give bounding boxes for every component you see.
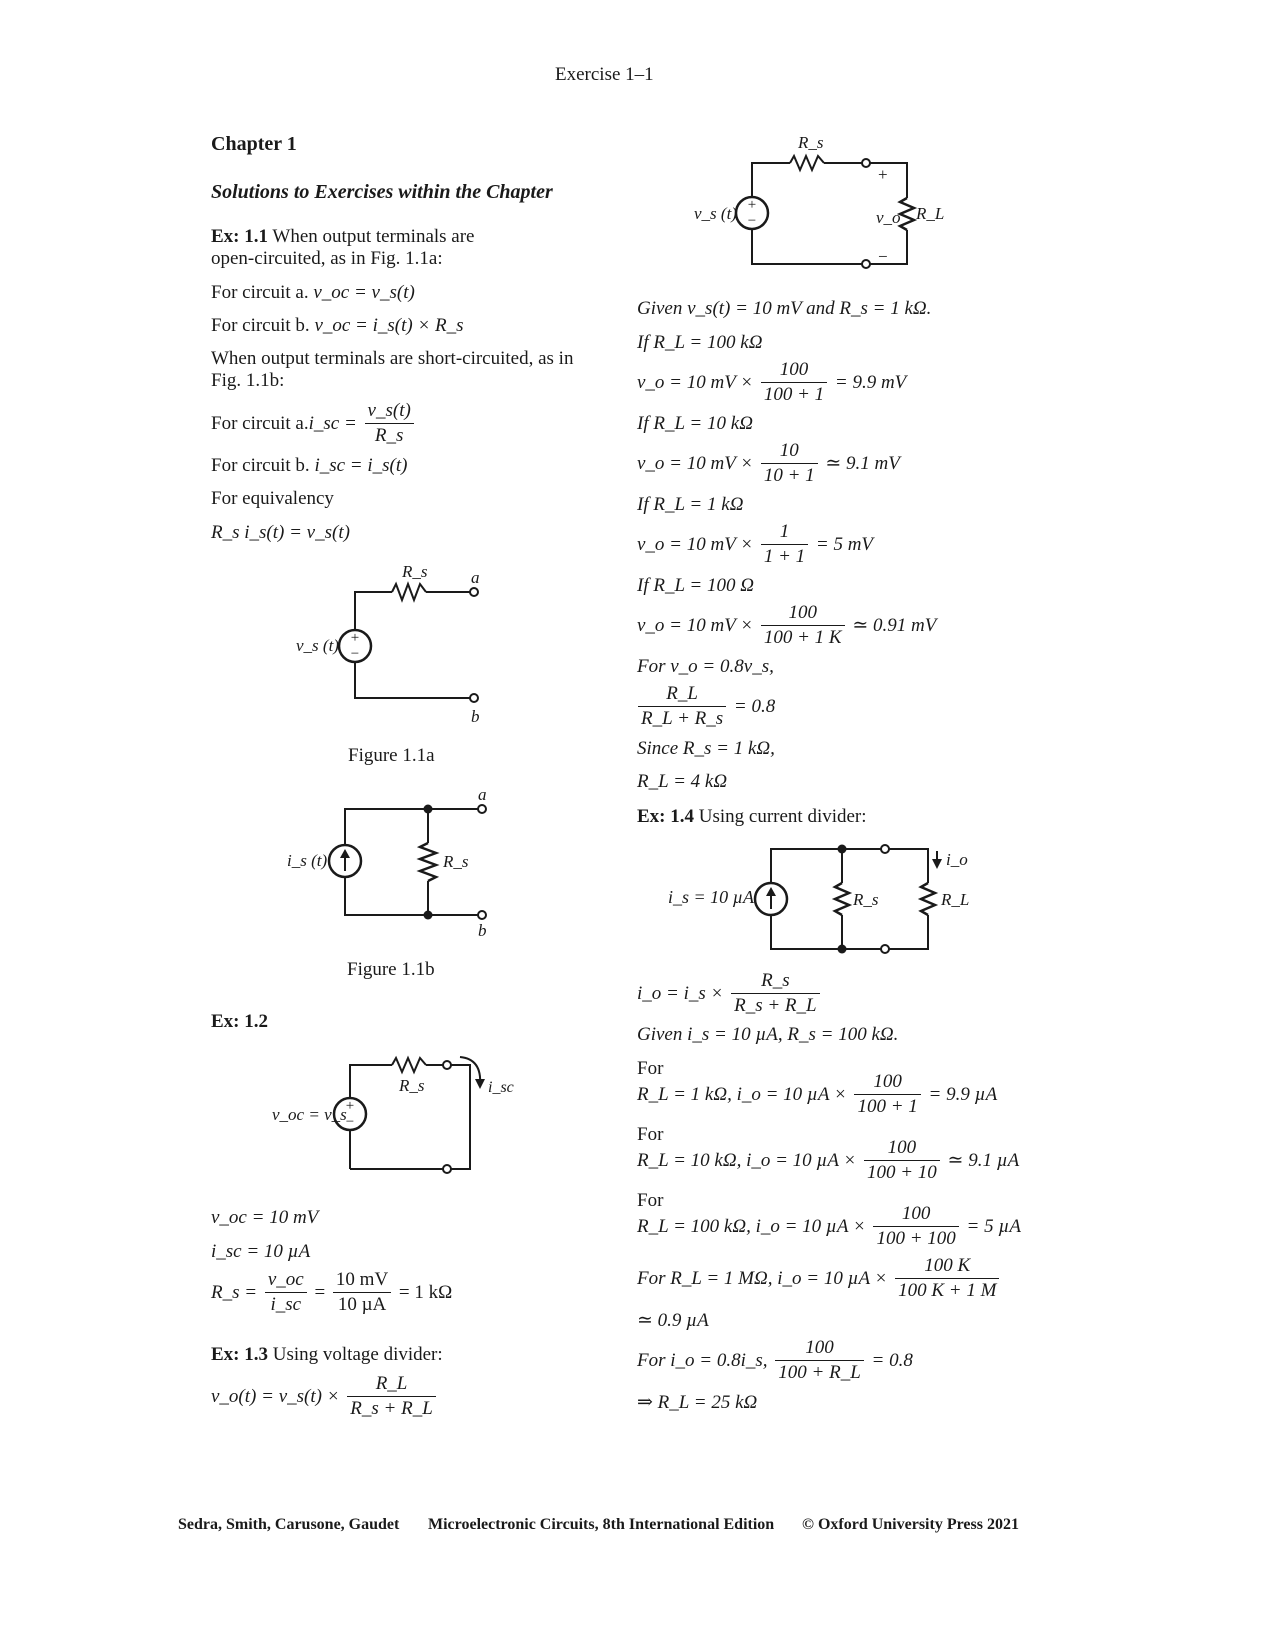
ex14-case3-eq: R_L = 100 kΩ, i_o = 10 µA × $\frac{100}{100 + 100}$ = 5 µA [637,1203,1021,1249]
ex13-load-label: R_L [916,204,945,223]
ex13-divider-eq: v_o(t) = v_s(t) × $\frac{R\_L}{R\_s + R\_L}$ [211,1372,439,1421]
fig-a-terminal-b: b [471,707,480,726]
ex12-resistor-label: R_s [399,1076,425,1095]
ex11-short-line2: Fig. 1.1b: [211,370,285,391]
ex13-for08: For v_o = 0.8v_s, [637,656,774,677]
svg-text:+: + [747,197,757,213]
fig-b-terminal-b: b [478,921,487,940]
ex14-given: Given i_s = 10 µA, R_s = 100 kΩ. [637,1024,899,1045]
ex12-circuit [270,1045,520,1185]
ex14-result: ⇒ R_L = 25 kΩ [637,1392,758,1413]
ex13-source-label: v_s (t) [694,204,737,223]
svg-text:−: − [350,646,360,662]
fig-a-resistor-label: R_s [402,562,428,581]
ex13-circuit [690,128,960,278]
ex13-minus: − [878,247,888,266]
ex14-mega-eq: For R_L = 1 MΩ, i_o = 10 µA × $\frac{100 K}{100 K + 1 M}$ [637,1254,1002,1303]
ex11-label: Ex: 1.1 [211,226,268,247]
figure-1-1b [285,785,505,945]
figure-1-1b-caption: Figure 1.1b [347,959,435,980]
ex11-equivalency-eq: R_s i_s(t) = v_s(t) [211,522,350,543]
ex13-case4-cond: If R_L = 100 Ω [637,575,754,596]
ex13-case4-eq: v_o = 10 mV × $\frac{100}{100 + 1 K}$ ≃ 0.91 mV [637,602,937,648]
ex14-mega-result: ≃ 0.9 µA [637,1310,709,1331]
ex11-a-voc: For circuit a. v_oc = v_s(t) [211,282,415,303]
ex13-resistor-label: R_s [798,133,824,152]
ex13-ratio-eq: $\frac{R\_L}{R\_L + R\_s}$ = 0.8 [635,682,775,731]
ex13-case2-eq: v_o = 10 mV × $\frac{10}{10 + 1}$ ≃ 9.1 mV [637,440,900,486]
ex14-case2-for: For [637,1124,664,1145]
ex14-load-label: R_L [941,890,970,909]
ex11-short-line1: When output terminals are short-circuited, as in [211,348,574,369]
ex14-case2-eq: R_L = 10 kΩ, i_o = 10 µA × $\frac{100}{100 + 10}$ ≃ 9.1 µA [637,1137,1020,1183]
ex12-rs-eq: R_s = $\frac{v\_oc}{i\_sc}$ = $\frac{10 mV}{\text{10 µA}}$ = 1 kΩ [211,1269,453,1315]
ex12-current-label: i_sc [488,1079,514,1096]
svg-text:−: − [345,1114,355,1130]
ex11-intro [211,226,475,248]
ex12-isc: i_sc = 10 µA [211,1241,311,1262]
footer-publisher: © Oxford University Press 2021 [802,1516,1019,1533]
ex14-divider-eq: i_o = i_s × $\frac{R\_s}{R\_s + R\_L}$ [637,969,823,1018]
ex13-intro: Ex: 1.3 Using voltage divider: [211,1344,443,1365]
page-header: Exercise 1–1 [555,64,654,85]
ex12-source-label: v_oc = v_s [272,1105,347,1124]
section-subtitle: Solutions to Exercises within the Chapter [211,181,553,203]
figure-1-1a-caption: Figure 1.1a [348,745,435,766]
ex13-case3-cond: If R_L = 1 kΩ [637,494,744,515]
ex14-case3-for: For [637,1190,664,1211]
fig-b-resistor-label: R_s [443,852,469,871]
ex13-result: R_L = 4 kΩ [637,771,728,792]
ex13-case1-cond: If R_L = 100 kΩ [637,332,763,353]
ex13-plus: + [878,165,888,184]
ex11-b-voc: For circuit b. v_oc = i_s(t) × R_s [211,315,464,336]
ex14-io-label: i_o [946,850,968,869]
fig-b-source-label: i_s (t) [287,851,328,870]
ex14-resistor-label: R_s [853,890,879,909]
svg-text:+: + [345,1098,355,1114]
footer-book: Microelectronic Circuits, 8th International Edition [428,1516,775,1533]
ex14-source-label: i_s = 10 µA [668,887,755,907]
ex13-case3-eq: v_o = 10 mV × $\frac{1}{1 + 1}$ = 5 mV [637,521,874,567]
ex13-given: Given v_s(t) = 10 mV and R_s = 1 kΩ. [637,298,932,319]
fig-a-source-label: v_s (t) [296,636,339,655]
svg-text:−: − [747,213,757,229]
figure-1-1a [290,560,500,730]
chapter-title: Chapter 1 [211,133,297,155]
ex11-intro-line2: open-circuited, as in Fig. 1.1a: [211,248,443,269]
fig-b-terminal-a: a [478,785,487,804]
svg-text:+: + [350,630,360,646]
footer-authors: Sedra, Smith, Carusone, Gaudet [178,1516,400,1533]
ex13-since: Since R_s = 1 kΩ, [637,738,775,759]
ex14-intro: Ex: 1.4 Using current divider: [637,806,867,827]
ex14-case1-eq: R_L = 1 kΩ, i_o = 10 µA × $\frac{100}{100 + 1}$ = 9.9 µA [637,1071,998,1117]
fig-a-terminal-a: a [471,568,480,587]
ex12-voc: v_oc = 10 mV [211,1207,319,1228]
ex14-circuit [660,835,980,965]
ex13-vo-label: v_o [876,208,901,227]
ex14-for08-eq: For i_o = 0.8i_s, $\frac{100}{100 + R\_L}$ = 0.8 [637,1337,913,1383]
ex14-case1-for: For [637,1058,664,1079]
ex11-intro-line1: When output terminals are [272,226,475,247]
ex11-b-isc: For circuit b. i_sc = i_s(t) [211,455,408,476]
ex12-label: Ex: 1.2 [211,1011,268,1032]
ex11-equivalency: For equivalency [211,488,334,509]
ex13-case2-cond: If R_L = 10 kΩ [637,413,753,434]
ex11-a-isc: For circuit a.i_sc = $\frac{v\_s(t)}{R\_s}$ [211,399,417,448]
ex13-case1-eq: v_o = 10 mV × $\frac{100}{100 + 1}$ = 9.9 mV [637,359,907,405]
